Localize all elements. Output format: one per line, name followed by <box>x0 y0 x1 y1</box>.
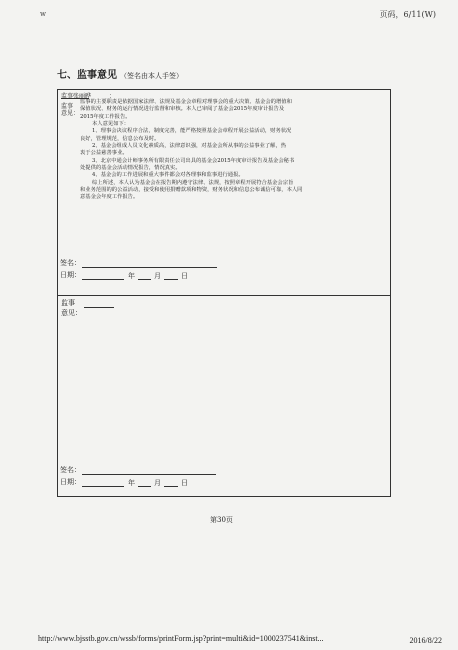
month-line-2 <box>138 486 151 487</box>
signature-line-1 <box>82 267 217 268</box>
opinion-line: 意基金会年度工作报告。 <box>80 194 139 201</box>
month-line-1 <box>138 279 151 280</box>
day-label-1: 日 <box>181 272 188 280</box>
opinion-line: 3、北京中通会计师事务所有限责任公司出具的基金会2015年度审计报告及基金会秘书 <box>92 157 295 164</box>
day-line-1 <box>164 279 178 280</box>
opinion-line: 衷于公益慈善事业。 <box>80 150 128 157</box>
opinion-line: 处提供的基金会活动情况报告，情况真实。 <box>80 165 181 172</box>
opinion-line: 保值状况、财务的运行情况进行监督和审核。本人已审阅了基金会2015年度审计报告及 <box>80 106 285 113</box>
opinion-label-box2: 意见： <box>61 309 82 317</box>
opinion-line: 和业务范围的的公益活动，接受和使用捐赠款项和物资，财务状况和信息公布诚信可靠，本人同 <box>80 187 303 194</box>
print-url: http://www.bjsstb.gov.cn/wssb/forms/printForm.jsp?print=multi&id=1000237541&inst... <box>38 634 324 643</box>
supervisor-opinion-table <box>57 89 391 497</box>
opinion-line: 监事的主要职责是依据国家法律、法规及基金会章程对理事会的重大决策、基金会的增值和 <box>80 99 292 105</box>
signature-line-2 <box>82 474 216 475</box>
supervisor-label-2: 监事 <box>61 299 75 307</box>
opinion-line: 1、理事会决议程序合法，制度完善，能严格按照基金会章程开展公益活动，财务状况 <box>92 128 292 135</box>
print-date: 2016/8/22 <box>409 636 442 645</box>
opinion-label-2: 意见： <box>61 110 80 117</box>
year-line-2 <box>82 486 124 487</box>
opinion-line: 4、基金会的工作进展和重大事件都会对各理事和监事进行通报。 <box>92 172 244 179</box>
supervisor-opinion-box-2 <box>58 296 390 496</box>
month-label-2: 月 <box>154 479 161 487</box>
year-label-2: 年 <box>128 479 135 487</box>
name-underline-2 <box>84 307 114 308</box>
supervisor-colon: ： <box>109 93 116 100</box>
top-left-mark: w <box>40 10 46 18</box>
date-label-2: 日期： <box>60 478 81 486</box>
page-number: 第30页 <box>210 516 233 524</box>
opinion-line: 2015年度工作报告。 <box>80 113 131 120</box>
opinion-line: 2、基金会组成人员文化素质高，法律意识强，对基金会所从事的公益事业了解，热 <box>92 143 287 150</box>
signature-label-2: 签名： <box>60 466 81 474</box>
signature-label-1: 签名： <box>60 259 81 267</box>
day-label-2: 日 <box>181 479 188 487</box>
year-label-1: 年 <box>128 272 135 280</box>
supervisor-name-label: 监事张丽晔 <box>61 93 92 100</box>
day-line-2 <box>164 486 178 487</box>
opinion-text <box>80 99 386 202</box>
opinion-line: 综上所述，本人认为基金会在报告期内遵守法律、法规，按照章程开展符合基金会宗旨 <box>92 179 294 186</box>
page-counter: 页码，6/11(W) <box>379 10 436 19</box>
section-title-text: 七、监事意见 <box>57 70 117 81</box>
supervisor-opinion-box-1 <box>58 90 390 296</box>
month-label-1: 月 <box>154 272 161 280</box>
section-subtitle: （签名由本人手签） <box>120 72 183 80</box>
date-label-1: 日期： <box>60 271 81 279</box>
opinion-label-1: 监事 <box>61 103 74 110</box>
year-line-1 <box>82 279 124 280</box>
opinion-line: 良好，管理规范，信息公布及时。 <box>80 135 160 142</box>
opinion-line: 本人意见如下： <box>92 121 130 128</box>
section-title <box>57 66 183 81</box>
